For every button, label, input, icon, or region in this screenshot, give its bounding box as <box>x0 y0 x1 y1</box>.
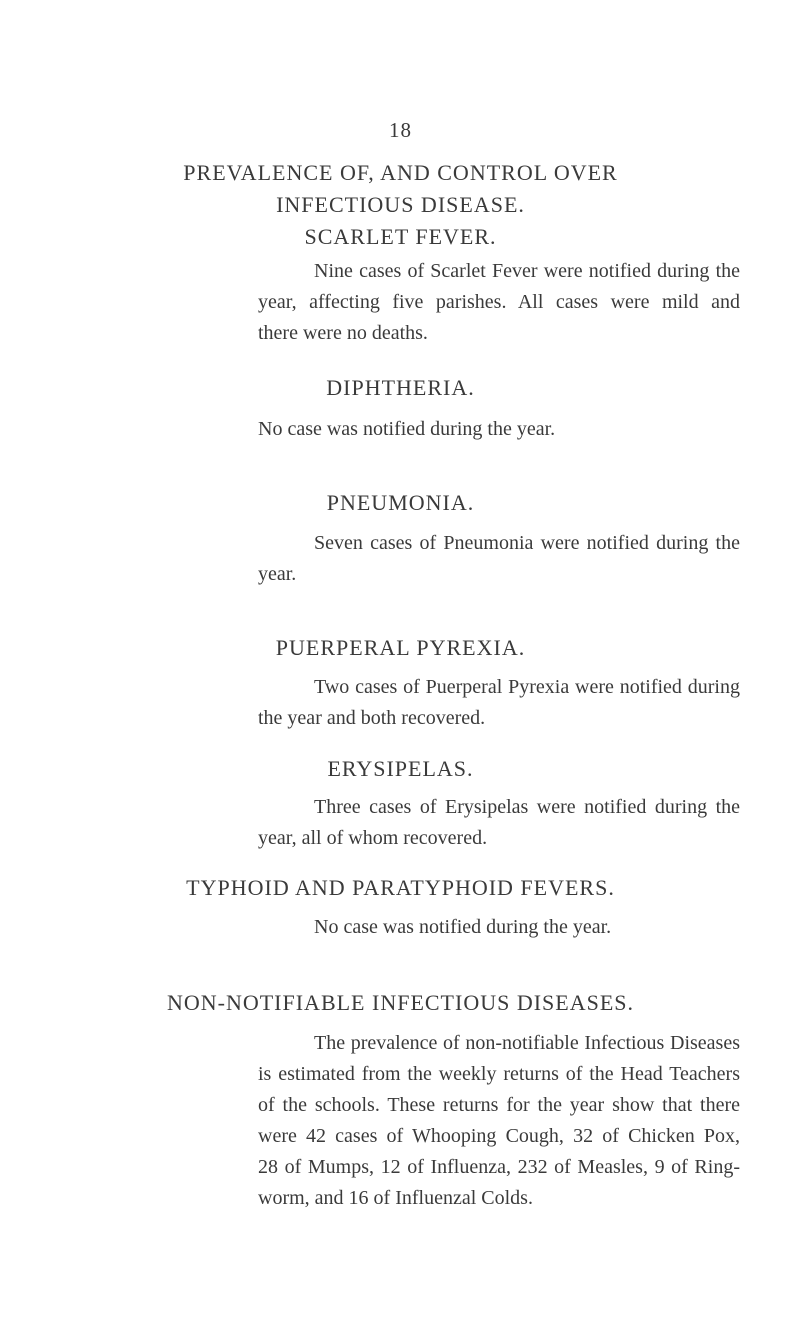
section-heading-pneumonia: PNEUMONIA. <box>326 490 475 515</box>
main-title-line-1: PREVALENCE OF, AND CONTROL OVER <box>183 160 618 185</box>
section-heading-typhoid: TYPHOID AND PARATYPHOID FEVERS. <box>186 875 615 900</box>
section-body-scarlet-fever <box>258 256 740 349</box>
body-line: there were no deaths. <box>258 322 428 344</box>
section-body-puerperal-pyrexia <box>258 672 740 734</box>
body-line: Nine cases of Scarlet Fever were notified during the <box>314 260 740 282</box>
body-line: Two cases of Puerperal Pyrexia were notified during <box>314 676 740 698</box>
section-heading-non-notifiable: NON-NOTIFIABLE INFECTIOUS DISEASES. <box>166 990 635 1015</box>
main-title-line-2: INFECTIOUS DISEASE. <box>276 192 525 217</box>
body-line: No case was notified during the year. <box>314 916 612 938</box>
body-line: No case was notified during the year. <box>258 418 556 440</box>
section-body-erysipelas <box>258 792 740 854</box>
section-body-diphtheria <box>258 414 740 445</box>
section-heading-erysipelas: ERYSIPELAS. <box>327 756 474 781</box>
section-heading-diphtheria: DIPHTHERIA. <box>326 375 475 400</box>
body-line: worm, and 16 of Influenzal Colds. <box>258 1187 533 1209</box>
section-body-non-notifiable <box>258 1028 740 1214</box>
body-line: is estimated from the weekly returns of the Head Teachers <box>258 1063 740 1085</box>
body-line: The prevalence of non-notifiable Infectious Diseases <box>314 1032 740 1054</box>
body-line: year, all of whom recovered. <box>258 827 488 849</box>
page-number: 18 <box>389 118 412 142</box>
section-body-typhoid <box>258 912 740 943</box>
body-line: Seven cases of Pneumonia were notified during the <box>314 532 740 554</box>
section-body-pneumonia <box>258 528 740 590</box>
body-line: year, affecting five parishes. All cases were mild and <box>258 291 740 313</box>
body-line: of the schools. These returns for the year show that there <box>258 1094 740 1116</box>
body-line: Three cases of Erysipelas were notified during the <box>314 796 740 818</box>
body-line: 28 of Mumps, 12 of Influenza, 232 of Measles, 9 of Ring- <box>258 1156 740 1178</box>
section-heading-puerperal-pyrexia: PUERPERAL PYREXIA. <box>275 635 526 660</box>
body-line: were 42 cases of Whooping Cough, 32 of Chicken Pox, <box>258 1125 740 1147</box>
body-line: year. <box>258 563 297 585</box>
body-line: the year and both recovered. <box>258 707 486 729</box>
section-heading-scarlet-fever: SCARLET FEVER. <box>304 224 497 249</box>
